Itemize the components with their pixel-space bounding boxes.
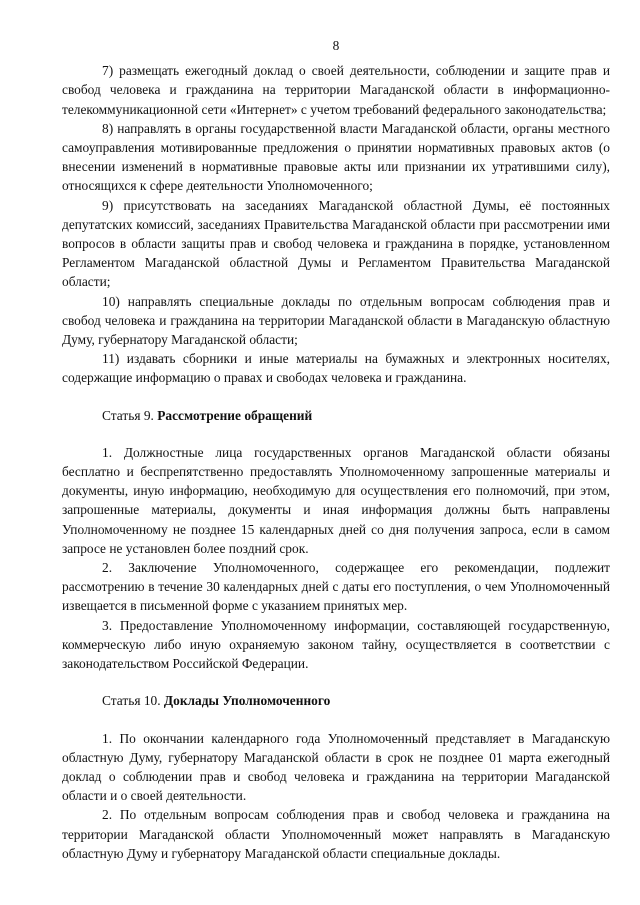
- article-9-prefix: Статья 9.: [102, 407, 158, 423]
- article-10-heading: [62, 691, 610, 710]
- article-10-prefix: Статья 10.: [102, 693, 164, 709]
- paragraph-item-8: 8) направлять в органы государственной власти Магаданской области, органы местного самоуправления мотивированные предложения о принятии нормативных правовых актов (о внесении изменений в нормативные правовые акты или признании их утратившими силу), относящихся к сфере деятельности Уполномоченного;: [62, 120, 610, 194]
- article-10-title: Доклады Уполномоченного: [163, 693, 331, 709]
- page-number: 8: [332, 38, 340, 53]
- article-9-heading: [62, 406, 610, 425]
- article-9-paragraph-3: 3. Предоставление Уполномоченному информации, составляющей государственную, коммерческую либо иную охраняемую законом тайну, осуществляется в соответствии с законодательством Российской Федерации.: [62, 617, 610, 672]
- paragraph-item-9: 9) присутствовать на заседаниях Магаданской областной Думы, её постоянных депутатских комиссий, заседаниях Правительства Магаданской области при рассмотрении ими вопросов в области защиты прав и свобод человека и гражданина в порядке, установленном Регламентом Магаданской областной Думы и Регламентом Правительства Магаданской области;: [62, 197, 610, 290]
- article-9-paragraph-2: 2. Заключение Уполномоченного, содержащее его рекомендации, подлежит рассмотрению в течение 30 календарных дней с даты его поступления, о чем Уполномоченный извещается в письменной форме с указанием принятых мер.: [62, 560, 610, 614]
- article-10-paragraph-1: 1. По окончании календарного года Уполномоченный представляет в Магаданскую областную Думу, губернатору Магаданской области в срок не позднее 01 марта ежегодный доклад о соблюдении прав и свобод человека и гражданина на территории Магаданской области и о своей деятельности.: [62, 730, 610, 804]
- article-9-title: Рассмотрение обращений: [157, 407, 313, 423]
- article-10-paragraph-2: 2. По отдельным вопросам соблюдения прав и свобод человека и гражданина на территории Магаданской области Уполномоченный может направлять в Магаданскую областную Думу и губернатору Магаданской области специальные доклады.: [62, 807, 610, 861]
- paragraph-item-7: 7) размещать ежегодный доклад о своей деятельности, соблюдении и защите прав и свобод человека и гражданина на территории Магаданской области в информационно-телекоммуникационной сети «Интернет» с учетом требований федерального законодательства;: [62, 63, 610, 117]
- article-9-paragraph-1: 1. Должностные лица государственных органов Магаданской области обязаны бесплатно и беспрепятственно предоставлять Уполномоченному запрошенные материалы и документы, иную информацию, необходимую для осуществления его полномочий, при этом, запрошенные материалы, документы и иная информация должны быть направлены Уполномоченному не позднее 15 календарных дней со дня получения запроса, если в самом запросе не установлен более поздний срок.: [62, 444, 610, 556]
- paragraph-item-10: 10) направлять специальные доклады по отдельным вопросам соблюдения прав и свобод человека и гражданина на территории Магаданской области в Магаданскую областную Думу, губернатору Магаданской области;: [62, 293, 610, 348]
- paragraph-item-11: 11) издавать сборники и иные материалы на бумажных и электронных носителях, содержащие информацию о правах и свободах человека и гражданина.: [62, 351, 610, 386]
